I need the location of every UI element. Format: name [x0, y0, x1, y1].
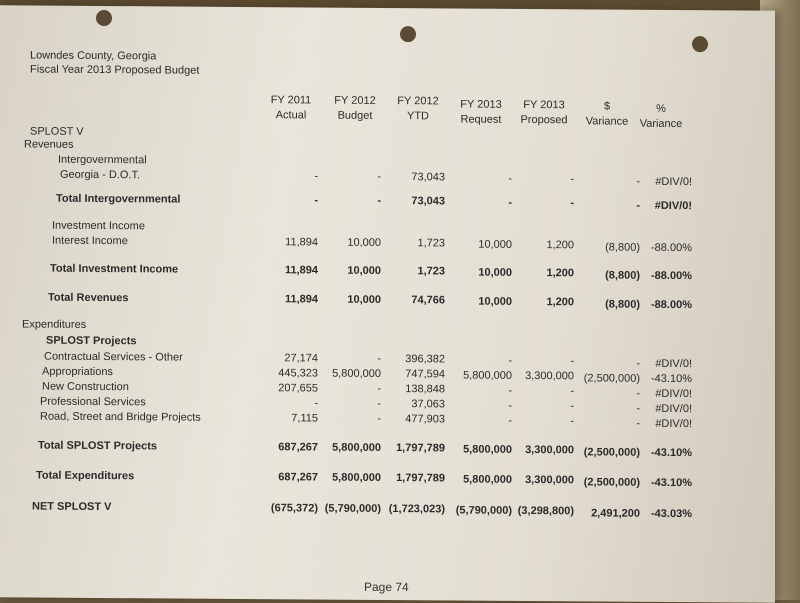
table-cell: - — [570, 355, 574, 368]
table-cell: (8,800) — [605, 269, 640, 282]
table-cell: -88.00% — [651, 298, 692, 312]
table-cell: - — [508, 172, 512, 185]
table-cell: 396,382 — [405, 353, 445, 366]
table-cell: 10,000 — [347, 293, 381, 306]
table-cell: - — [636, 417, 640, 430]
row-label: Total Intergovernmental — [56, 192, 181, 206]
table-cell: 747,594 — [405, 368, 445, 381]
table-cell: 1,200 — [546, 296, 574, 309]
table-cell: (2,500,000) — [583, 372, 640, 385]
table-cell: 445,323 — [278, 367, 318, 380]
row-label: Total Revenues — [48, 291, 129, 305]
row-label: SPLOST Projects — [46, 334, 137, 348]
table-cell: - — [377, 352, 381, 365]
row-label: Appropriations — [42, 365, 113, 379]
table-cell: 10,000 — [478, 266, 512, 279]
col-header: FY 2013 Request — [460, 98, 502, 126]
table-cell: (8,800) — [605, 241, 640, 254]
table-cell: (2,500,000) — [583, 476, 640, 489]
page-number: Page 74 — [364, 579, 409, 595]
row-label: Investment Income — [52, 219, 145, 233]
org-name: Lowndes County, Georgia — [30, 49, 157, 63]
table-cell: - — [508, 384, 512, 397]
row-label: Contractual Services - Other — [44, 350, 183, 364]
table-cell: 11,894 — [284, 293, 318, 306]
table-cell: 10,000 — [347, 264, 381, 277]
row-label: Total Expenditures — [36, 469, 135, 483]
row-label: Road, Street and Bridge Projects — [40, 410, 201, 424]
table-cell: - — [636, 387, 640, 400]
table-cell: 207,655 — [278, 382, 318, 395]
col-header: FY 2012 YTD — [397, 95, 439, 123]
table-cell: - — [314, 397, 318, 410]
row-label: New Construction — [42, 380, 129, 394]
table-cell: - — [377, 194, 381, 207]
table-cell: #DIV/0! — [655, 175, 692, 189]
doc-title: Fiscal Year 2013 Proposed Budget — [30, 63, 200, 77]
budget-page — [0, 5, 775, 602]
table-cell: 11,894 — [285, 236, 318, 249]
table-cell: 1,200 — [546, 267, 574, 280]
table-cell: (3,298,800) — [517, 504, 574, 518]
table-cell: (1,723,023) — [388, 503, 445, 516]
col-header: FY 2012 Budget — [334, 94, 376, 122]
table-cell: 7,115 — [291, 412, 318, 425]
table-cell: #DIV/0! — [655, 402, 692, 416]
table-cell: 2,491,200 — [591, 507, 640, 520]
table-cell: - — [636, 175, 640, 188]
table-cell: 74,766 — [411, 294, 445, 307]
col-header: FY 2013 Proposed — [520, 98, 568, 127]
table-cell: - — [377, 397, 381, 410]
table-cell: 5,800,000 — [463, 443, 512, 456]
table-cell: - — [570, 173, 574, 186]
table-cell: - — [508, 399, 512, 412]
row-label: Interest Income — [52, 234, 128, 248]
table-cell: 5,800,000 — [463, 369, 512, 382]
row-label: Total SPLOST Projects — [38, 439, 157, 453]
table-cell: -43.10% — [651, 446, 692, 460]
table-cell: 1,723 — [417, 237, 445, 250]
table-cell: 5,800,000 — [332, 471, 381, 484]
row-label: SPLOST V — [30, 125, 84, 138]
table-cell: 1,200 — [546, 239, 574, 252]
table-cell: 10,000 — [478, 238, 512, 251]
row-label: Intergovernmental — [58, 153, 147, 167]
table-cell: 1,723 — [417, 265, 445, 278]
col-header: FY 2011 Actual — [270, 94, 312, 122]
row-label: Expenditures — [22, 318, 87, 331]
table-cell: - — [508, 196, 512, 209]
row-label: NET SPLOST V — [32, 500, 112, 514]
table-cell: - — [636, 402, 640, 415]
table-cell: - — [377, 412, 381, 425]
table-cell: 10,000 — [347, 236, 381, 249]
table-cell: - — [636, 357, 640, 370]
table-cell: 477,903 — [405, 413, 445, 426]
table-cell: #DIV/0! — [654, 199, 692, 213]
table-cell: 3,300,000 — [525, 443, 574, 457]
table-cell: 3,300,000 — [525, 473, 574, 487]
col-header: % Variance — [639, 102, 683, 131]
table-cell: - — [636, 199, 640, 212]
table-cell: 10,000 — [478, 295, 512, 308]
punch-hole — [692, 36, 708, 52]
table-cell: 3,300,000 — [525, 369, 574, 383]
table-cell: - — [570, 385, 574, 398]
table-cell: - — [314, 170, 318, 183]
table-cell: - — [377, 170, 381, 183]
table-cell: 27,174 — [284, 352, 318, 365]
table-cell: - — [570, 400, 574, 413]
punch-hole — [400, 26, 416, 42]
col-header: $ Variance — [585, 100, 629, 128]
table-cell: 1,797,789 — [396, 472, 445, 485]
table-cell: -88.00% — [651, 269, 692, 283]
table-cell: (2,500,000) — [583, 446, 640, 459]
table-cell: #DIV/0! — [655, 357, 692, 371]
table-cell: #DIV/0! — [655, 417, 692, 431]
table-cell: -88.00% — [651, 241, 692, 255]
row-label: Georgia - D.O.T. — [60, 168, 141, 182]
table-cell: 73,043 — [411, 171, 445, 184]
table-cell: (5,790,000) — [324, 502, 381, 515]
table-cell: (5,790,000) — [455, 504, 512, 517]
table-cell: -43.10% — [651, 476, 692, 490]
table-cell: 687,267 — [278, 441, 318, 454]
row-label: Total Investment Income — [50, 262, 179, 276]
table-cell: 11,894 — [284, 264, 318, 277]
table-cell: - — [314, 194, 318, 207]
table-cell: 5,800,000 — [332, 367, 381, 380]
row-label: Professional Services — [40, 395, 146, 409]
row-label: Revenues — [24, 138, 74, 151]
table-cell: (8,800) — [605, 298, 640, 311]
table-cell: (675,372) — [270, 502, 318, 515]
table-cell: 1,797,789 — [396, 442, 445, 455]
table-cell: -43.10% — [651, 372, 692, 386]
punch-hole — [96, 10, 112, 26]
table-cell: 687,267 — [278, 471, 318, 484]
table-cell: 73,043 — [411, 195, 445, 208]
table-cell: - — [570, 197, 574, 210]
table-cell: #DIV/0! — [655, 387, 692, 401]
table-cell: -43.03% — [651, 507, 692, 521]
table-cell: 5,800,000 — [463, 473, 512, 486]
table-cell: - — [508, 414, 512, 427]
table-cell: 37,063 — [411, 398, 445, 411]
table-cell: - — [508, 354, 512, 367]
table-cell: - — [570, 415, 574, 428]
table-cell: 5,800,000 — [332, 441, 381, 454]
table-cell: - — [377, 382, 381, 395]
table-cell: 138,848 — [405, 383, 445, 396]
